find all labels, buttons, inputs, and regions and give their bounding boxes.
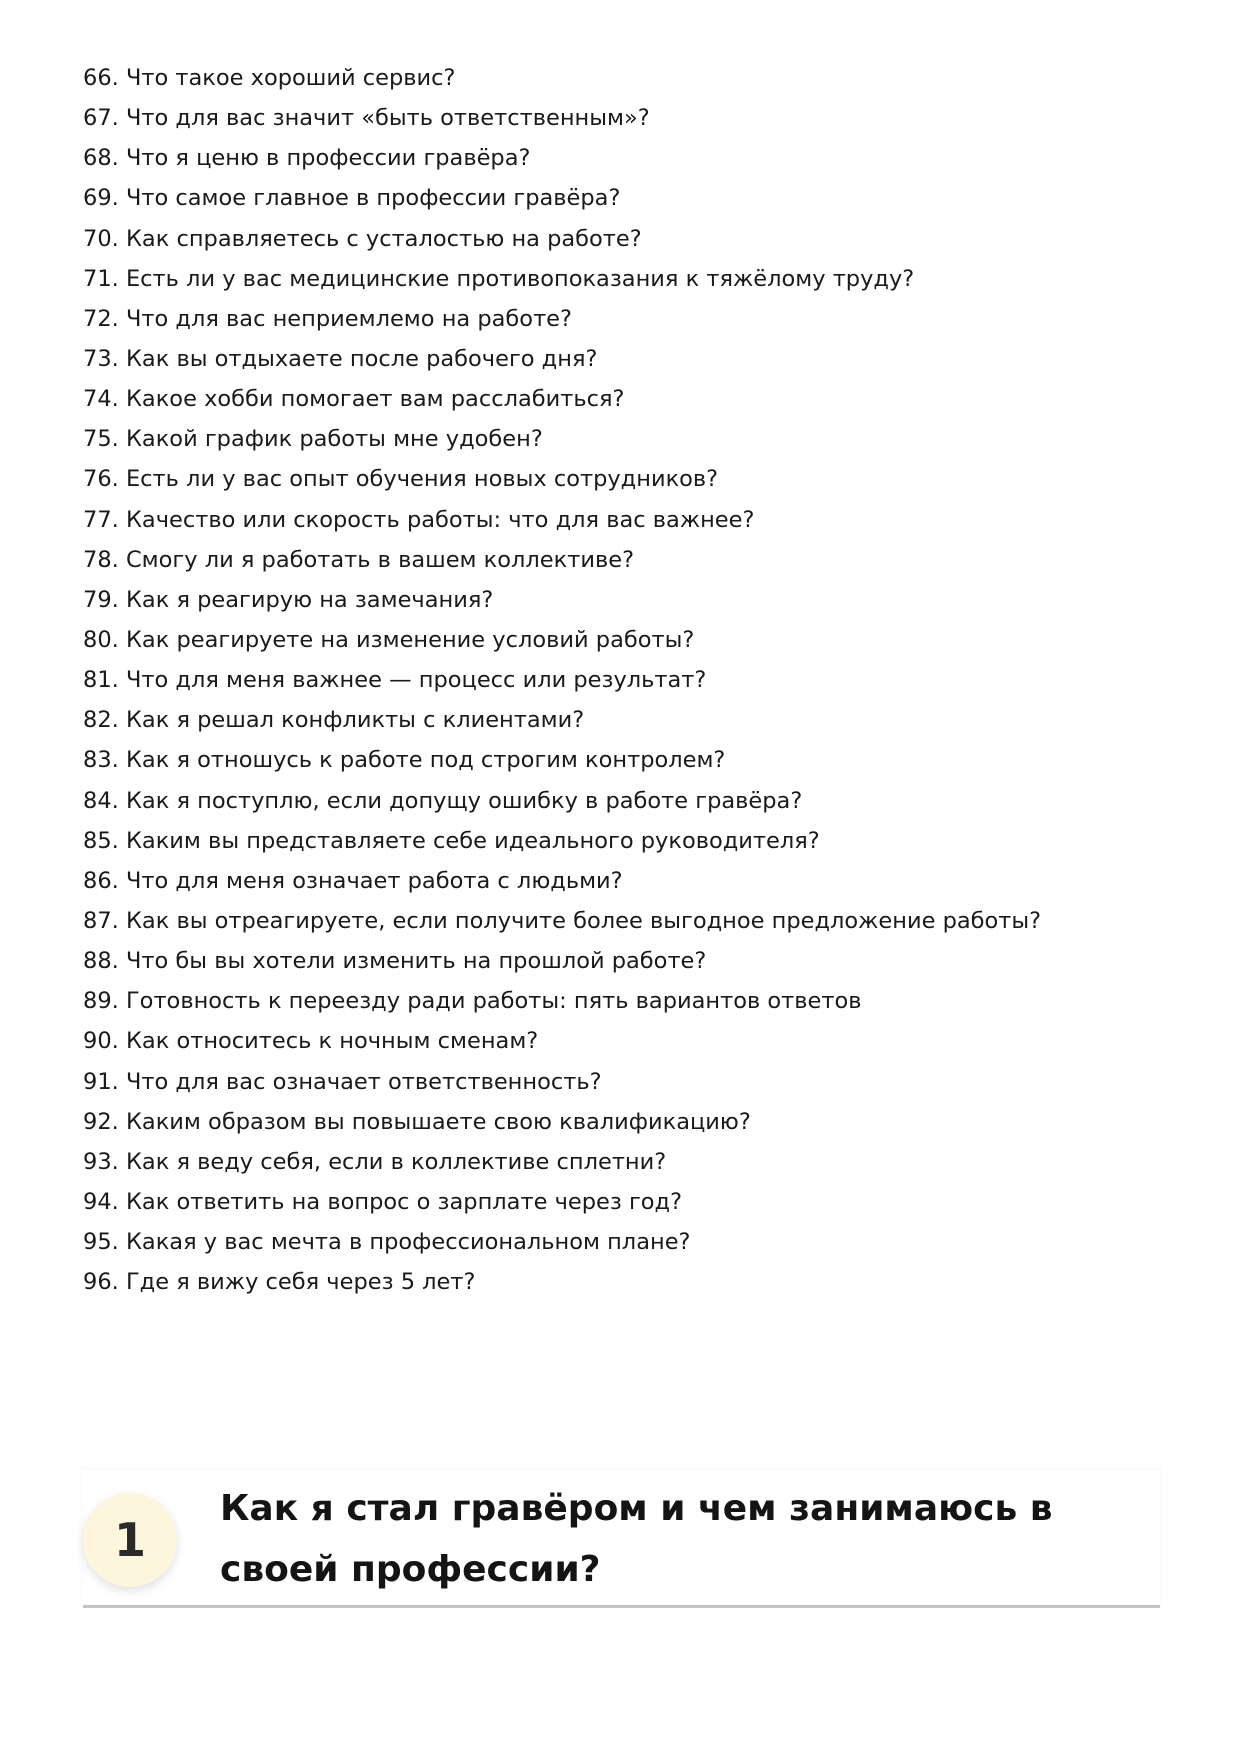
question-list [83,58,1163,1302]
question-item [83,540,1163,580]
question-number: 83. [83,747,119,774]
question-item [83,1262,1163,1302]
question-item [83,299,1163,339]
question-number: 69. [83,185,119,212]
question-item [83,580,1163,620]
question-number: 67. [83,105,119,132]
question-number: 66. [83,65,119,91]
question-item [83,379,1163,419]
question-number: 71. [83,265,119,292]
question-text: Какой график работы мне удобен? [125,426,543,453]
question-text: Что бы вы хотели изменить на прошлой работе? [125,948,707,975]
question-item [83,339,1163,379]
question-text: Что для вас неприемлемо на работе? [125,305,572,332]
question-text: Есть ли у вас медицинские противопоказания к тяжёлому труду? [125,265,915,292]
question-text: Как я поступлю, если допущу ошибку в работе гравёра? [125,787,803,814]
question-text: Как вы отдыхаете после рабочего дня? [125,345,598,372]
question-text: Где я вижу себя через 5 лет? [125,1269,476,1296]
question-number: 84. [83,787,119,814]
question-item [83,58,1163,98]
question-text: Что для вас означает ответственность? [125,1068,602,1095]
question-item [83,660,1163,700]
question-text: Что я ценю в профессии гравёра? [125,145,531,172]
question-text: Что самое главное в профессии гравёра? [125,185,621,212]
question-text: Каким образом вы повышаете свою квалификацию? [125,1108,751,1135]
question-text: Как я веду себя, если в коллективе сплетни? [125,1148,667,1175]
question-item [83,620,1163,660]
question-item [83,1142,1163,1182]
question-number: 90. [83,1028,119,1055]
question-number: 70. [83,225,119,252]
question-number: 77. [83,506,119,533]
question-item [83,700,1163,740]
question-item [83,1021,1163,1061]
question-text: Каким вы представляете себе идеального руководителя? [125,827,820,854]
question-number: 73. [83,345,119,372]
question-text: Как я отношусь к работе под строгим контролем? [125,747,726,774]
question-item [83,901,1163,941]
question-text: Что для меня важнее — процесс или результат? [125,667,707,694]
question-number: 68. [83,145,119,172]
question-item [83,941,1163,981]
question-number: 78. [83,546,119,573]
question-number: 94. [83,1188,119,1215]
question-item [83,781,1163,821]
question-item [83,219,1163,259]
question-number: 89. [83,988,119,1015]
question-text: Как вы отреагируете, если получите более выгодное предложение работы? [125,907,1042,934]
question-number: 92. [83,1108,119,1135]
question-text: Какая у вас мечта в профессиональном плане? [125,1229,691,1256]
question-number: 86. [83,867,119,894]
question-text: Есть ли у вас опыт обучения новых сотрудников? [125,466,719,493]
question-number: 85. [83,827,119,854]
question-text: Готовность к переезду ради работы: пять вариантов ответов [125,988,862,1015]
question-number: 96. [83,1269,119,1296]
question-text: Смогу ли я работать в вашем коллективе? [125,546,635,573]
question-item [83,259,1163,299]
question-text: Как справляетесь с усталостью на работе? [125,225,642,252]
question-number: 91. [83,1068,119,1095]
question-number: 82. [83,707,119,734]
question-text: Как я решал конфликты с клиентами? [125,707,585,734]
question-item [83,1102,1163,1142]
question-number: 75. [83,426,119,453]
question-item [83,861,1163,901]
question-item [83,1222,1163,1262]
question-number: 80. [83,626,119,653]
question-text: Что такое хороший сервис? [125,65,456,91]
question-number: 74. [83,386,119,413]
section-number-badge: 1 [83,1493,177,1587]
question-item [83,1182,1163,1222]
question-number: 93. [83,1148,119,1175]
question-item [83,821,1163,861]
question-number: 95. [83,1229,119,1256]
question-item [83,419,1163,459]
question-item [83,459,1163,499]
question-text: Как относитесь к ночным сменам? [125,1028,539,1055]
question-text: Как реагируете на изменение условий работы? [125,626,695,653]
question-number: 88. [83,948,119,975]
question-item [83,138,1163,178]
question-text: Как я реагирую на замечания? [125,586,494,613]
question-item [83,981,1163,1021]
question-text: Какое хобби помогает вам расслабиться? [125,386,625,413]
question-text: Что для меня означает работа с людьми? [125,867,623,894]
question-item [83,178,1163,218]
question-item [83,740,1163,780]
question-number: 72. [83,305,119,332]
question-text: Что для вас значит «быть ответственным»? [125,105,650,132]
question-text: Качество или скорость работы: что для вас важнее? [125,506,755,533]
section-title: Как я стал гравёром и чем занимаюсь в своей профессии? [220,1488,1053,1590]
question-number: 79. [83,586,119,613]
question-number: 87. [83,907,119,934]
question-number: 76. [83,466,119,493]
question-item [83,98,1163,138]
question-number: 81. [83,667,119,694]
question-text: Как ответить на вопрос о зарплате через год? [125,1188,683,1215]
question-item [83,1062,1163,1102]
section-heading-card [83,1470,1160,1608]
question-item [83,500,1163,540]
